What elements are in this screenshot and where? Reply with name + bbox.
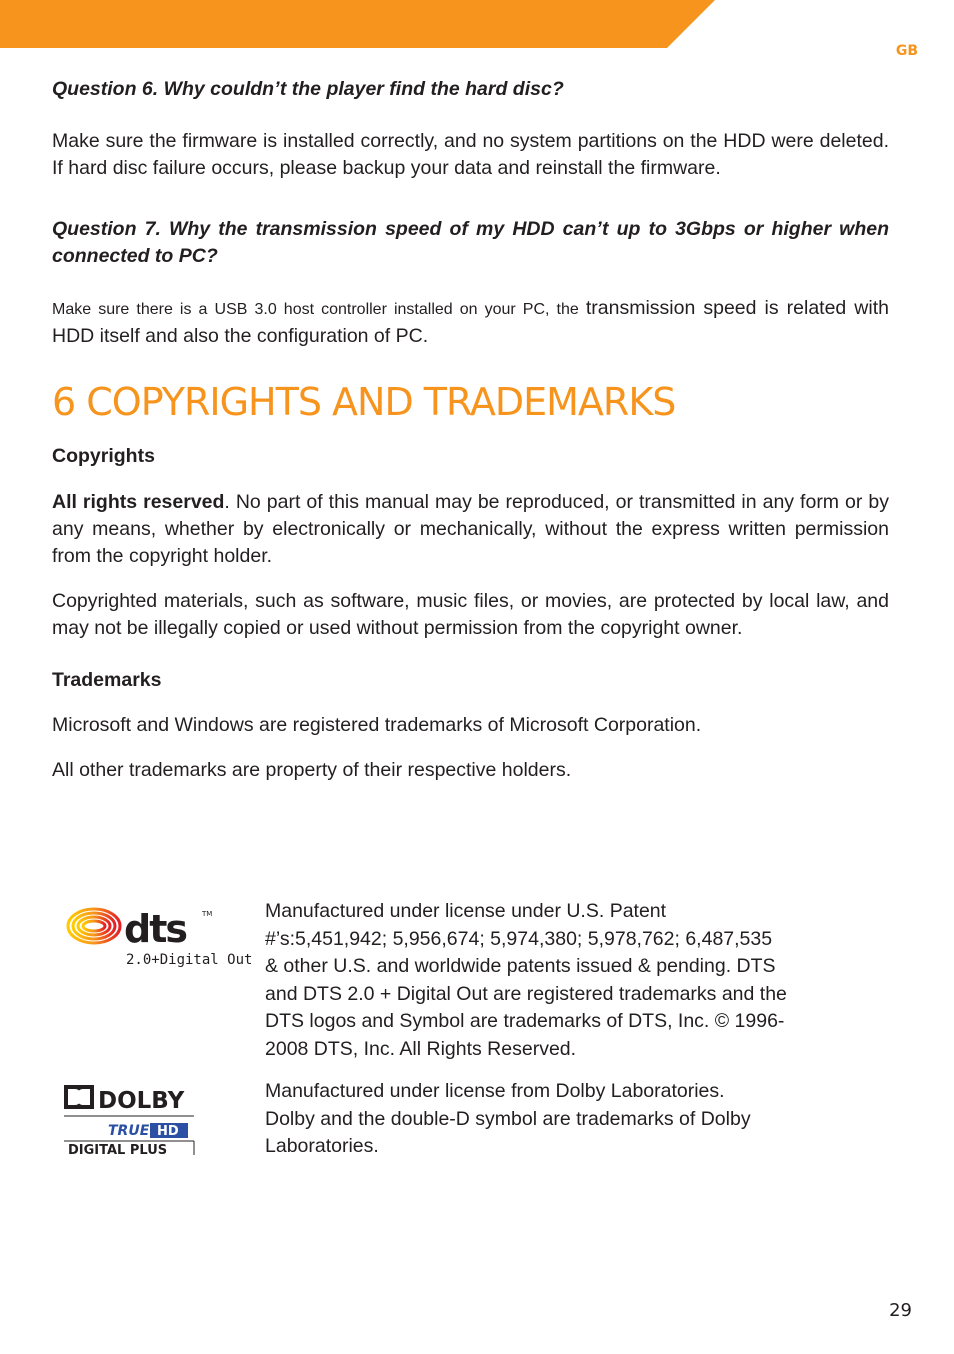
dts-license-text <box>265 898 880 1063</box>
answer-7-rest: transmission speed is related with HDD itself and also the configuration of PC. <box>52 297 889 347</box>
answer-7 <box>52 295 889 350</box>
copyrights-paragraph-2: Copyrighted materials, such as software, music files, or movies, are protected by local law, and may not be illegally copied or used without permission from the copyright owner. <box>52 590 889 639</box>
dolby-line-2: Dolby and the double-D symbol are trademarks of Dolby <box>265 1107 751 1130</box>
answer-7-small: Make sure there is a USB 3.0 host controller installed on your PC, the <box>52 301 586 318</box>
dts-line-1: Manufactured under license under U.S. Patent <box>265 900 667 922</box>
dts-line-6: 2008 DTS, Inc. All Rights Reserved. <box>265 1037 577 1060</box>
section-title: 6 COPYRIGHTS AND TRADEMARKS <box>52 380 676 424</box>
dolby-wordmark: DOLBY <box>98 1088 185 1114</box>
question-7: Question 7. Why the transmission speed of my HDD can’t up to 3Gbps or higher when connected to PC? <box>52 218 889 267</box>
copyrights-heading: Copyrights <box>52 445 155 467</box>
dolby-logo <box>62 1083 198 1160</box>
all-rights-reserved: All rights reserved <box>52 491 225 513</box>
page-content <box>52 76 889 784</box>
dts-line-5: DTS logos and Symbol are trademarks of DTS, Inc. © 1996- <box>265 1010 785 1032</box>
dolby-true-label: TRUE <box>108 1123 150 1139</box>
dolby-hd-label: HD <box>157 1124 179 1139</box>
dts-tm: TM <box>202 910 213 918</box>
trademarks-paragraph-1: Microsoft and Windows are registered trademarks of Microsoft Corporation. <box>52 714 702 736</box>
page-number: 29 <box>889 1300 912 1321</box>
copyrights-paragraph-1 <box>52 489 889 570</box>
header-banner <box>0 0 715 48</box>
question-6: Question 6. Why couldn’t the player find the hard disc? <box>52 78 564 100</box>
dts-swoosh-icon <box>66 904 253 968</box>
answer-6: Make sure the firmware is installed correctly, and no system partitions on the HDD were deleted. If hard disc failure occurs, please backup your data and reinstall the firmware. <box>52 130 889 179</box>
dts-subtitle: 2.0+Digital Out <box>126 952 253 968</box>
dts-line-2: #’s:5,451,942; 5,956,674; 5,974,380; 5,978,762; 6,487,535 <box>265 927 773 950</box>
dolby-line-3: Laboratories. <box>265 1135 379 1157</box>
dolby-license-text <box>265 1078 880 1161</box>
trademarks-paragraph-2: All other trademarks are property of their respective holders. <box>52 759 572 781</box>
dolby-line-1: Manufactured under license from Dolby Laboratories. <box>265 1080 725 1102</box>
dts-line-3: & other U.S. and worldwide patents issued & pending. DTS <box>265 955 776 977</box>
dts-line-4: and DTS 2.0 + Digital Out are registered trademarks and the <box>265 982 787 1005</box>
dts-logo <box>66 904 253 973</box>
trademarks-heading: Trademarks <box>52 669 162 691</box>
dts-wordmark: dts <box>124 907 186 951</box>
copyrights-paragraph-1-rest: . No part of this manual may be reproduced, or transmitted in any form or by any means, whether by electronically or mechanically, without the express written permission from the copyright holder. <box>52 491 890 567</box>
dolby-double-d-icon <box>62 1083 198 1158</box>
dolby-digital-plus-label: DIGITAL PLUS <box>68 1143 168 1158</box>
language-tag: GB <box>895 43 918 59</box>
